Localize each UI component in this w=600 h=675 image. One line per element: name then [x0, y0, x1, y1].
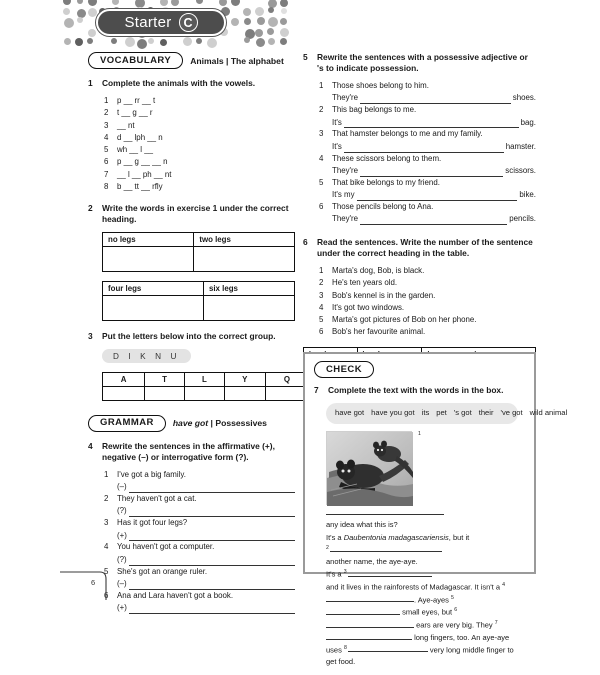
- exercise-6-header: [303, 237, 536, 259]
- item-number: 2: [319, 278, 324, 288]
- text-p4c: ears are very big. They: [416, 620, 493, 630]
- answer-cell[interactable]: [103, 386, 145, 400]
- gap-blank-2[interactable]: [330, 547, 442, 552]
- item-number: 6: [319, 327, 324, 337]
- exercise-2-table-b-wrap: [102, 281, 295, 321]
- exercise-3: [88, 331, 295, 401]
- text-p1b: It's a: [326, 532, 342, 542]
- vocab-separator: |: [226, 55, 229, 66]
- exercise-1-number: 1: [88, 78, 93, 88]
- answer-line[interactable]: [117, 554, 295, 566]
- item-number: 1: [104, 470, 109, 480]
- list-item[interactable]: [104, 132, 295, 144]
- item-number: 2: [319, 105, 324, 115]
- list-item[interactable]: [104, 107, 295, 119]
- item-number: 3: [104, 120, 109, 130]
- list-item: [104, 493, 295, 505]
- answer-line[interactable]: [117, 481, 295, 493]
- letters-bank: D I K N U: [102, 349, 191, 363]
- table-header-cell: Q: [265, 372, 308, 386]
- exercise-4-header: [88, 441, 295, 463]
- text-p4e: very long middle finger to get food.: [326, 645, 514, 667]
- section-header-check: [314, 361, 525, 378]
- answer-line[interactable]: [332, 92, 536, 104]
- form-sign: (+): [117, 530, 127, 540]
- gap-number-2: 2: [326, 544, 329, 551]
- exercise-2-table-a-wrap: [102, 232, 295, 272]
- gap-blank-6[interactable]: [326, 622, 414, 627]
- exercise-2-table-b[interactable]: [102, 281, 295, 321]
- answer-tail: bag.: [520, 117, 536, 127]
- write-in-blank[interactable]: [360, 219, 507, 225]
- item-sentence: Those shoes belong to him.: [332, 81, 429, 91]
- item-sentence: Those pencils belong to Ana.: [332, 201, 434, 211]
- item-text: __ nt: [117, 120, 135, 130]
- answer-tail: shoes.: [512, 93, 536, 103]
- item-number: 4: [104, 542, 109, 552]
- form-sign: (?): [117, 506, 127, 516]
- gap-blank-1[interactable]: [326, 510, 444, 515]
- grammar-separator: |: [210, 418, 213, 429]
- list-item: [319, 128, 536, 140]
- exercise-1: [88, 78, 295, 193]
- list-item: [319, 326, 536, 338]
- list-item[interactable]: [104, 120, 295, 132]
- answer-line[interactable]: [332, 117, 536, 129]
- list-item: [319, 177, 536, 189]
- word-bank-item[interactable]: pet: [436, 408, 447, 418]
- item-number: 7: [104, 169, 109, 179]
- item-number: 5: [319, 177, 324, 187]
- gap-blank-5[interactable]: [326, 609, 400, 614]
- exercise-7-header: [314, 385, 525, 396]
- answer-tail: scissors.: [505, 165, 536, 175]
- form-sign: (+): [117, 602, 127, 612]
- answer-lead-in: They're: [332, 213, 359, 223]
- list-item: [104, 517, 295, 529]
- answer-cell[interactable]: [203, 296, 294, 321]
- exercise-7-title: Complete the text with the words in the box.: [328, 385, 504, 395]
- page-number: 6: [91, 578, 96, 587]
- table-header-cell: A: [103, 372, 145, 386]
- answer-cell[interactable]: [145, 386, 185, 400]
- gap-blank-7[interactable]: [326, 634, 412, 639]
- left-column: [88, 52, 295, 624]
- item-number: 5: [104, 566, 109, 576]
- item-text: p __ g __ __ n: [117, 157, 168, 167]
- list-item: [104, 469, 295, 481]
- section-header-grammar: [88, 415, 295, 432]
- write-in-blank[interactable]: [129, 608, 295, 614]
- gap-number-7: 7: [494, 620, 498, 626]
- list-item[interactable]: [104, 156, 295, 168]
- exercise-1-title: Complete the animals with the vowels.: [102, 78, 256, 88]
- item-number: 1: [319, 266, 324, 276]
- item-text: p __ rr __ t: [117, 96, 156, 106]
- list-item[interactable]: [104, 144, 295, 156]
- exercise-3-title: Put the letters below into the correct group.: [102, 331, 276, 342]
- item-text: Marta's dog, Bob, is black.: [332, 266, 425, 276]
- item-number: 3: [319, 129, 324, 139]
- section-subtitle-vocabulary: [190, 56, 284, 66]
- exercise-2-number: 2: [88, 203, 93, 214]
- answer-line[interactable]: [332, 213, 536, 225]
- word-bank-item[interactable]: their: [478, 408, 494, 418]
- exercise-4-items: [104, 469, 295, 614]
- list-item: [319, 277, 536, 289]
- unit-badge: [96, 9, 226, 36]
- item-sentence: That bike belongs to my friend.: [332, 177, 440, 187]
- item-number: 4: [319, 153, 324, 163]
- text-p4b: small eyes, but: [402, 607, 453, 617]
- table-header-cell: T: [145, 372, 185, 386]
- gap-number-4: 4: [502, 582, 506, 589]
- text-p3a: It's a: [326, 569, 342, 579]
- text-p1c: , but it: [448, 532, 470, 542]
- grammar-topic-1: have got: [172, 418, 209, 429]
- item-text: __ l __ ph __ nt: [117, 169, 172, 179]
- item-number: 3: [104, 518, 109, 528]
- exercise-4-number: 4: [88, 440, 93, 451]
- section-header-vocabulary: [88, 52, 295, 69]
- item-number: 5: [104, 145, 109, 155]
- exercise-4: [88, 441, 295, 614]
- page-corner: [60, 560, 118, 600]
- list-item: [319, 201, 536, 213]
- answer-line[interactable]: [117, 602, 295, 614]
- list-item[interactable]: [104, 181, 295, 193]
- answer-cell[interactable]: [184, 386, 224, 400]
- table-row: [103, 282, 295, 296]
- form-sign: (–): [117, 482, 127, 492]
- answer-line[interactable]: [117, 530, 295, 542]
- item-number: 6: [319, 201, 324, 211]
- item-sentence: These scissors belong to them.: [332, 153, 442, 163]
- answer-tail: pencils.: [509, 213, 536, 223]
- item-sentence: You haven't got a computer.: [117, 542, 215, 552]
- item-sentence: She's got an orange ruler.: [117, 566, 208, 576]
- item-number: 2: [104, 494, 109, 504]
- table-header-cell: L: [184, 372, 224, 386]
- item-number: 1: [319, 81, 324, 91]
- item-number: 3: [319, 290, 324, 300]
- section-subtitle-grammar: [173, 418, 267, 428]
- exercise-7-number: 7: [314, 385, 319, 395]
- word-bank-item[interactable]: 've got: [500, 408, 523, 418]
- answer-line[interactable]: [117, 578, 295, 590]
- word-bank-item[interactable]: wild animal: [529, 408, 568, 418]
- item-number: 6: [104, 157, 109, 167]
- form-sign: (?): [117, 554, 127, 564]
- item-number: 4: [104, 132, 109, 142]
- answer-line[interactable]: [332, 165, 536, 177]
- table-row: [103, 247, 295, 272]
- form-sign: (–): [117, 578, 127, 588]
- section-pill-vocabulary: VOCABULARY: [88, 52, 183, 69]
- check-panel-inner: [305, 354, 568, 675]
- grammar-topic-2: Possessives: [215, 418, 267, 429]
- item-number: 6: [104, 590, 109, 600]
- item-sentence: They haven't got a cat.: [117, 494, 197, 504]
- vocab-topic-1: Animals: [190, 55, 224, 66]
- item-text: d __ lph __ n: [117, 132, 163, 142]
- exercise-5-header: [303, 52, 536, 74]
- list-item: [319, 302, 536, 314]
- item-text: It's got two windows.: [332, 302, 405, 312]
- gap-number-6: 6: [454, 607, 458, 614]
- list-item: [319, 104, 536, 116]
- list-item: [104, 590, 295, 602]
- answer-lead-in: It's my: [332, 189, 355, 199]
- gap-number-3: 3: [343, 569, 347, 576]
- text-p3b: and it lives in the rainforests of Madagascar. It isn't a: [326, 582, 501, 592]
- answer-tail: bike.: [519, 189, 536, 199]
- answer-line[interactable]: [117, 505, 295, 517]
- gap-number-5: 5: [450, 594, 454, 601]
- exercise-6-title: Read the sentences. Write the number of the sentence under the correct heading in the table.: [317, 236, 533, 258]
- list-item: [104, 566, 295, 578]
- exercise-6-items: [319, 265, 536, 339]
- answer-cell[interactable]: [103, 247, 194, 272]
- table-row: [103, 372, 309, 386]
- exercise-5-items: [319, 80, 536, 225]
- item-sentence: This bag belongs to me.: [332, 105, 417, 115]
- table-header-cell: no legs: [103, 233, 194, 247]
- item-number: 4: [319, 302, 324, 312]
- list-item: [319, 153, 536, 165]
- item-text: Bob's her favourite animal.: [332, 327, 426, 337]
- text-p1a: any idea what this is?: [326, 520, 398, 530]
- exercise-2-table-a[interactable]: [102, 232, 295, 272]
- exercise-3-table[interactable]: [102, 372, 309, 401]
- unit-badge-label: Starter: [124, 14, 172, 31]
- table-header-cell: six legs: [203, 282, 294, 296]
- item-sentence: Has it got four legs?: [117, 518, 188, 528]
- word-bank-item[interactable]: its: [421, 408, 430, 418]
- item-text: Marta's got pictures of Bob on her phone.: [332, 315, 477, 325]
- text-p4d: long fingers, too. An aye-aye uses: [326, 632, 510, 655]
- item-text: wh __ l __: [117, 145, 153, 155]
- right-column: [303, 52, 536, 397]
- vocab-topic-2: The alphabet: [230, 55, 284, 66]
- exercise-5: [303, 52, 536, 225]
- list-item: [319, 314, 536, 326]
- gap-blank-3[interactable]: [348, 572, 432, 577]
- item-text: Bob's kennel is in the garden.: [332, 290, 436, 300]
- check-panel: [303, 352, 568, 667]
- corner-shape-icon: [60, 560, 118, 600]
- section-pill-check: CHECK: [314, 361, 374, 378]
- exercise-1-header: [88, 78, 295, 89]
- list-item[interactable]: [104, 95, 295, 107]
- answer-cell[interactable]: [224, 386, 265, 400]
- answer-cell[interactable]: [194, 247, 295, 272]
- unit-letter-circle: C: [179, 13, 198, 32]
- item-number: 2: [104, 108, 109, 118]
- table-header-cell: four legs: [103, 282, 204, 296]
- item-text: b __ tt __ rfly: [117, 181, 163, 191]
- species-name: Daubentonia madagascariensis: [343, 532, 449, 542]
- list-item[interactable]: [104, 169, 295, 181]
- answer-lead-in: It's: [332, 141, 342, 151]
- text-p2: another name, the aye-aye.: [326, 557, 418, 567]
- answer-line[interactable]: [332, 189, 536, 201]
- item-sentence: That hamster belongs to me and my family.: [332, 129, 483, 139]
- answer-lead-in: They're: [332, 165, 359, 175]
- exercise-1-items: [104, 95, 295, 193]
- item-number: 1: [104, 96, 109, 106]
- answer-lead-in: It's: [332, 117, 342, 127]
- gap-number-1: 1: [418, 431, 421, 438]
- section-pill-grammar: GRAMMAR: [88, 415, 166, 432]
- word-bank-item[interactable]: have you got: [371, 408, 415, 418]
- exercise-3-header: [88, 331, 295, 342]
- item-number: 8: [104, 181, 109, 191]
- table-row: [103, 296, 295, 321]
- table-row[interactable]: [103, 386, 309, 400]
- word-bank-item[interactable]: 's got: [453, 408, 472, 418]
- item-text: t __ g __ r: [117, 108, 153, 118]
- gap-fill-text: [326, 430, 525, 668]
- aye-aye-illustration: [326, 431, 412, 505]
- table-header-cell: Y: [224, 372, 265, 386]
- answer-line[interactable]: [332, 141, 536, 153]
- exercise-6-number: 6: [303, 236, 308, 247]
- word-bank: [326, 403, 568, 424]
- exercise-2-title: Write the words in exercise 1 under the correct heading.: [102, 203, 289, 225]
- gap-blank-8[interactable]: [348, 647, 428, 652]
- gap-blank-4[interactable]: [326, 597, 414, 602]
- table-row: [103, 233, 295, 247]
- answer-tail: hamster.: [505, 141, 536, 151]
- text-p4a: . Aye-ayes: [414, 595, 449, 605]
- exercise-2: [88, 203, 295, 321]
- list-item: [104, 541, 295, 553]
- answer-lead-in: They're: [332, 93, 359, 103]
- list-item: [319, 265, 536, 277]
- word-bank-item[interactable]: have got: [335, 408, 365, 418]
- exercise-3-number: 3: [88, 331, 93, 342]
- list-item: [319, 290, 536, 302]
- answer-cell[interactable]: [103, 296, 204, 321]
- exercise-5-number: 5: [303, 52, 308, 62]
- item-sentence: I've got a big family.: [117, 470, 186, 480]
- exercise-5-title: Rewrite the sentences with a possessive adjective or 's to indicate possession.: [317, 52, 528, 74]
- exercise-4-title: Rewrite the sentences in the affirmative (+), negative (–) or interrogative form (?).: [102, 440, 275, 462]
- gap-number-8: 8: [343, 644, 347, 651]
- exercise-2-header: [88, 203, 295, 225]
- item-text: He's ten years old.: [332, 278, 398, 288]
- item-sentence: Ana and Lara haven't got a book.: [117, 590, 234, 600]
- item-number: 5: [319, 315, 324, 325]
- table-header-cell: two legs: [194, 233, 295, 247]
- list-item: [319, 80, 536, 92]
- header-banner: [62, 0, 294, 46]
